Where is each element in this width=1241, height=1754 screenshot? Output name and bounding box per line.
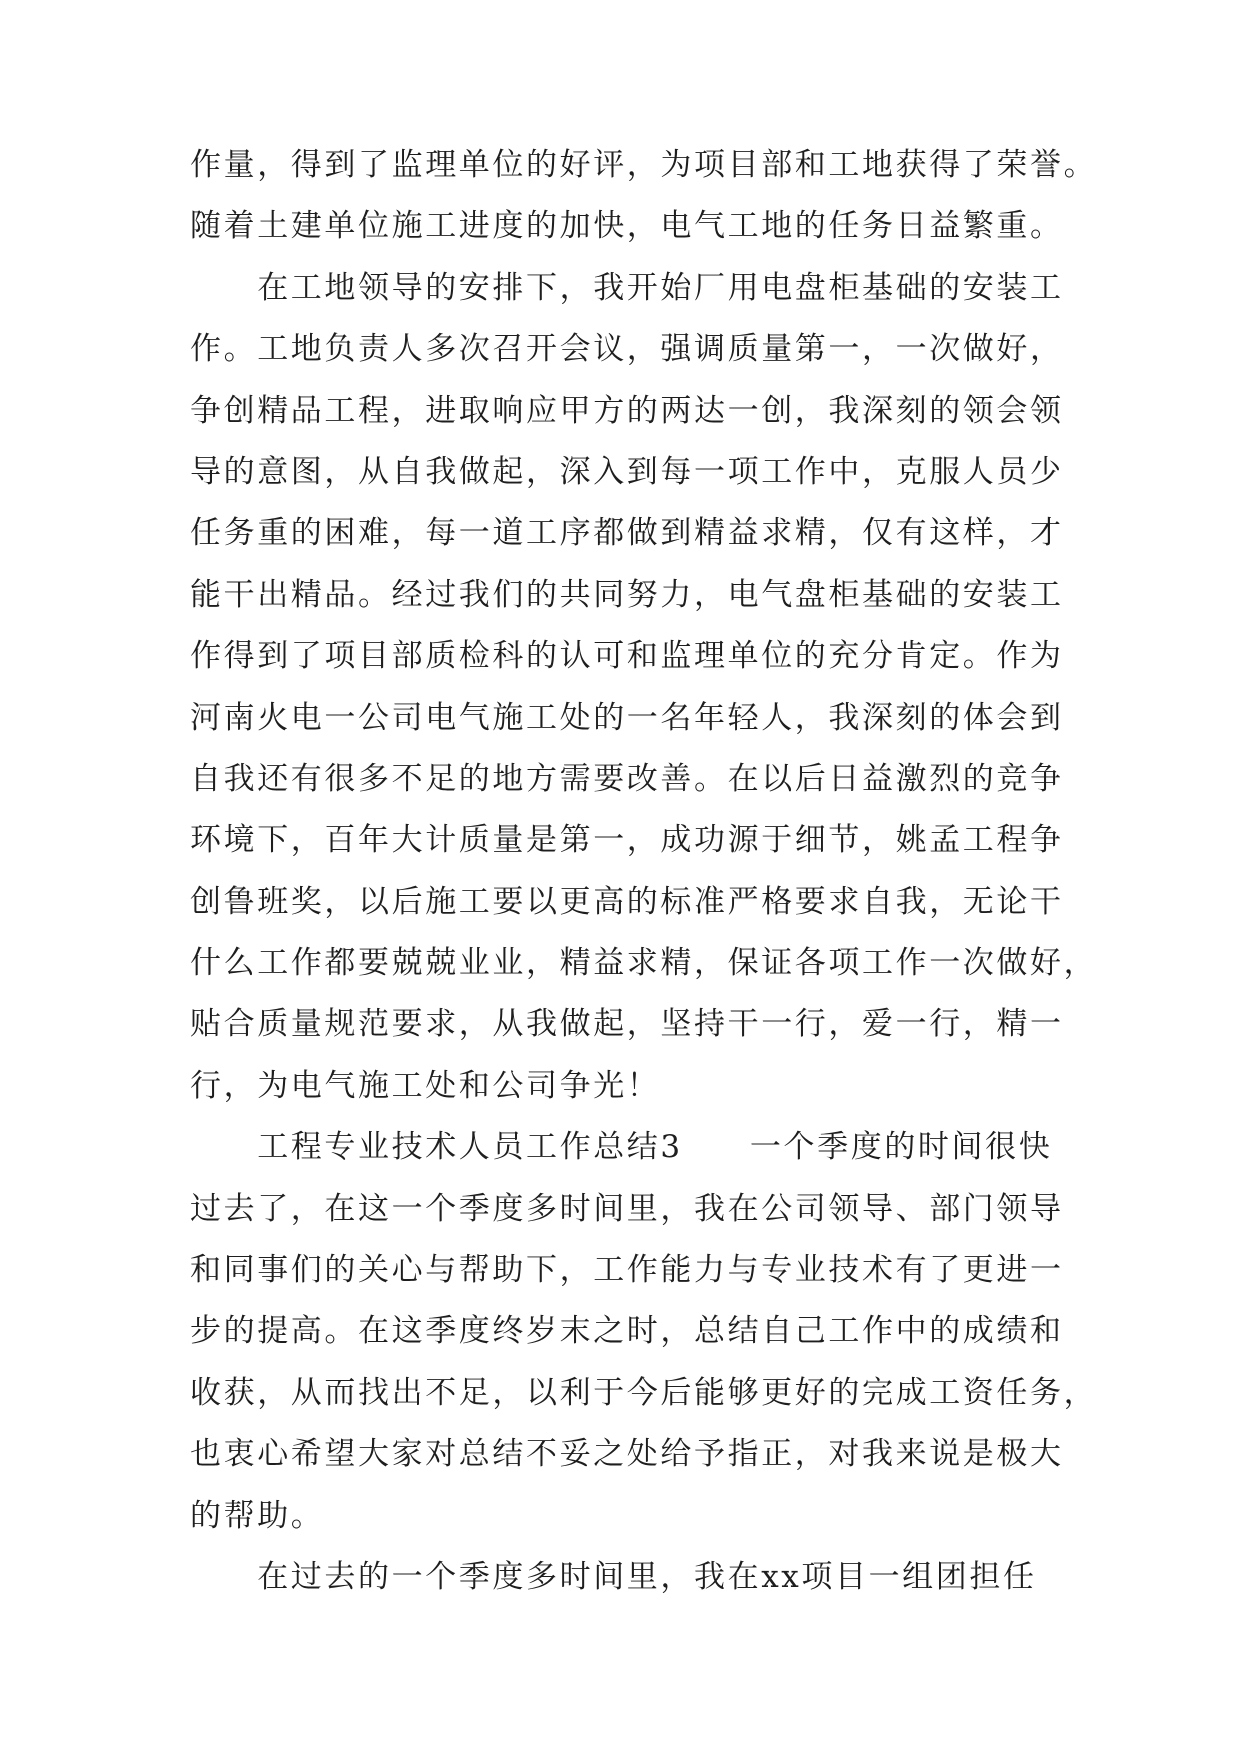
- text-line: 在工地领导的安排下，我开始厂用电盘柜基础的安装工: [190, 269, 1064, 306]
- text-line: 和同事们的关心与帮助下，工作能力与专业技术有了更进一: [190, 1252, 1064, 1289]
- text-line: 作得到了项目部质检科的认可和监理单位的充分肯定。作为: [190, 638, 1064, 675]
- text-line: 的帮助。: [190, 1497, 325, 1534]
- text-line: 创鲁班奖，以后施工要以更高的标准严格要求自我，无论干: [190, 883, 1064, 920]
- text-line: 什么工作都要兢兢业业，精益求精，保证各项工作一次做好，: [190, 945, 1098, 982]
- text-line: 贴合质量规范要求，从我做起，坚持干一行，爱一行，精一: [190, 1006, 1064, 1043]
- body-text: [190, 135, 1098, 1608]
- text-line: 作量，得到了监理单位的好评，为项目部和工地获得了荣誉。: [190, 147, 1098, 183]
- text-line: 随着土建单位施工进度的加快，电气工地的任务日益繁重。: [190, 208, 1064, 245]
- text-line: 在过去的一个季度多时间里，我在xx项目一组团担任: [190, 1558, 1037, 1595]
- text-line: 导的意图，从自我做起，深入到每一项工作中，克服人员少: [190, 453, 1064, 490]
- text-line: 收获，从而找出不足，以利于今后能够更好的完成工资任务，: [190, 1374, 1098, 1411]
- text-line: 作。工地负责人多次召开会议，强调质量第一，一次做好，: [190, 331, 1064, 368]
- text-line: 步的提高。在这季度终岁末之时，总结自己工作中的成绩和: [190, 1313, 1064, 1350]
- text-line: 过去了，在这一个季度多时间里，我在公司领导、部门领导: [190, 1190, 1064, 1227]
- text-line: 工程专业技术人员工作总结3 一个季度的时间很快: [190, 1129, 1053, 1166]
- text-line: 河南火电一公司电气施工处的一名年轻人，我深刻的体会到: [190, 699, 1064, 736]
- text-line: 环境下，百年大计质量是第一，成功源于细节，姚孟工程争: [190, 822, 1064, 859]
- text-line: 也衷心希望大家对总结不妥之处给予指正，对我来说是极大: [190, 1436, 1064, 1473]
- text-line: 任务重的困难，每一道工序都做到精益求精，仅有这样，才: [190, 515, 1064, 552]
- text-line: 行，为电气施工处和公司争光！: [190, 1067, 661, 1104]
- text-line: 能干出精品。经过我们的共同努力，电气盘柜基础的安装工: [190, 576, 1064, 613]
- text-line: 争创精品工程，进取响应甲方的两达一创，我深刻的领会领: [190, 392, 1064, 429]
- text-line: 自我还有很多不足的地方需要改善。在以后日益激烈的竞争: [190, 760, 1064, 797]
